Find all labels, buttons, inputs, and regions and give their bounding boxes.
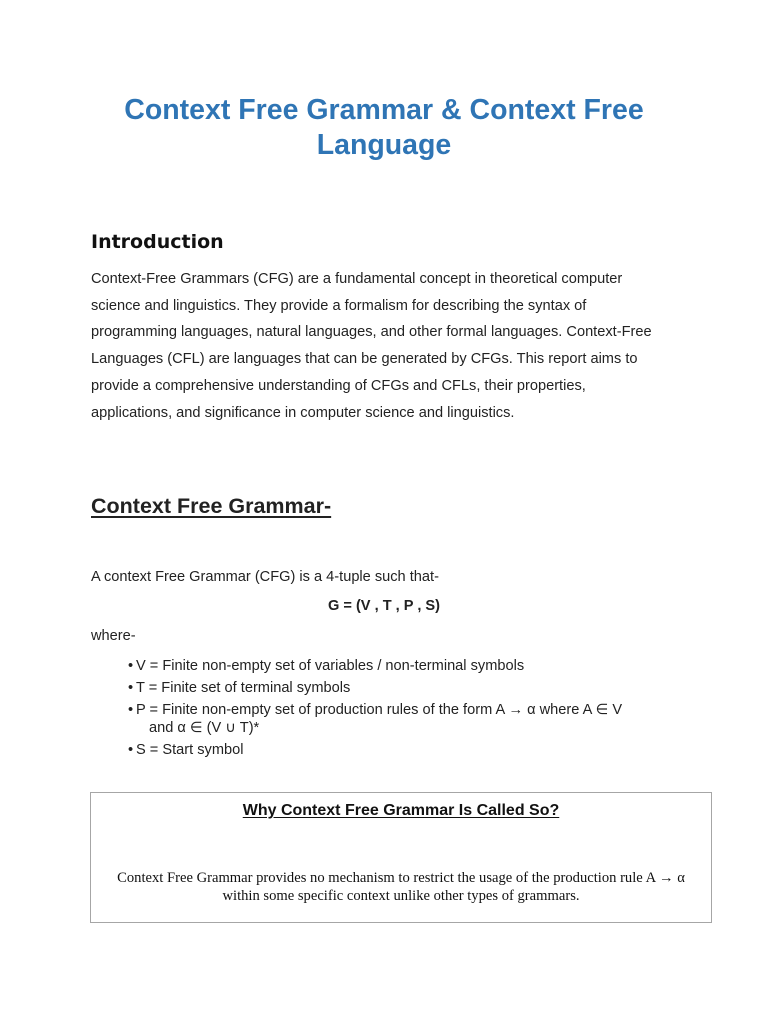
introduction-line: applications, and significance in computer science and linguistics. bbox=[91, 404, 515, 421]
list-item-text: P = Finite non-empty set of production rules of the form A → α where A ∈ V bbox=[136, 702, 623, 718]
introduction-line: Context-Free Grammars (CFG) are a fundamental concept in theoretical computer bbox=[91, 271, 623, 287]
document-title-line-2: Language bbox=[316, 129, 452, 161]
list-item bbox=[128, 657, 668, 675]
why-cfg-title: Why Context Free Grammar Is Called So? bbox=[242, 802, 560, 819]
cfg-heading: Context Free Grammar- bbox=[91, 494, 332, 518]
introduction-line: science and linguistics. They provide a formalism for describing the syntax of bbox=[91, 297, 587, 314]
introduction-heading: Introduction bbox=[91, 231, 224, 253]
why-cfg-body-line-2: within some specific context unlike other types of grammars. bbox=[222, 888, 580, 904]
list-item bbox=[128, 701, 668, 737]
why-cfg-box bbox=[90, 792, 712, 923]
introduction-line: programming languages, natural languages, and other formal languages. Context-Free bbox=[91, 324, 652, 341]
bullet-icon: • bbox=[128, 702, 134, 718]
why-cfg-body bbox=[101, 869, 701, 905]
list-item-text: T = Finite set of terminal symbols bbox=[136, 680, 351, 696]
cfg-components-list bbox=[128, 657, 668, 763]
introduction-line: Languages (CFL) are languages that can be generated by CFGs. This report aims to bbox=[91, 351, 638, 368]
list-item-text: S = Start symbol bbox=[136, 742, 244, 758]
introduction-line: provide a comprehensive understanding of CFGs and CFLs, their properties, bbox=[91, 377, 586, 394]
why-cfg-body-line-1: Context Free Grammar provides no mechanism to restrict the usage of the production rule A → α bbox=[117, 870, 685, 886]
bullet-icon: • bbox=[128, 742, 134, 758]
where-label: where- bbox=[91, 628, 136, 644]
list-item bbox=[128, 679, 668, 697]
introduction-paragraph bbox=[91, 266, 691, 426]
list-item-continuation: and α ∈ (V ∪ T)* bbox=[149, 720, 260, 736]
cfg-definition: A context Free Grammar (CFG) is a 4-tuple such that- bbox=[91, 569, 439, 585]
bullet-icon: • bbox=[128, 680, 134, 696]
list-item-text: V = Finite non-empty set of variables / non-terminal symbols bbox=[136, 658, 525, 674]
bullet-icon: • bbox=[128, 658, 134, 674]
cfg-tuple: G = (V , T , P , S) bbox=[327, 598, 441, 614]
list-item bbox=[128, 741, 668, 759]
document-title-line-1: Context Free Grammar & Context Free bbox=[124, 94, 644, 126]
document-title bbox=[60, 93, 708, 163]
